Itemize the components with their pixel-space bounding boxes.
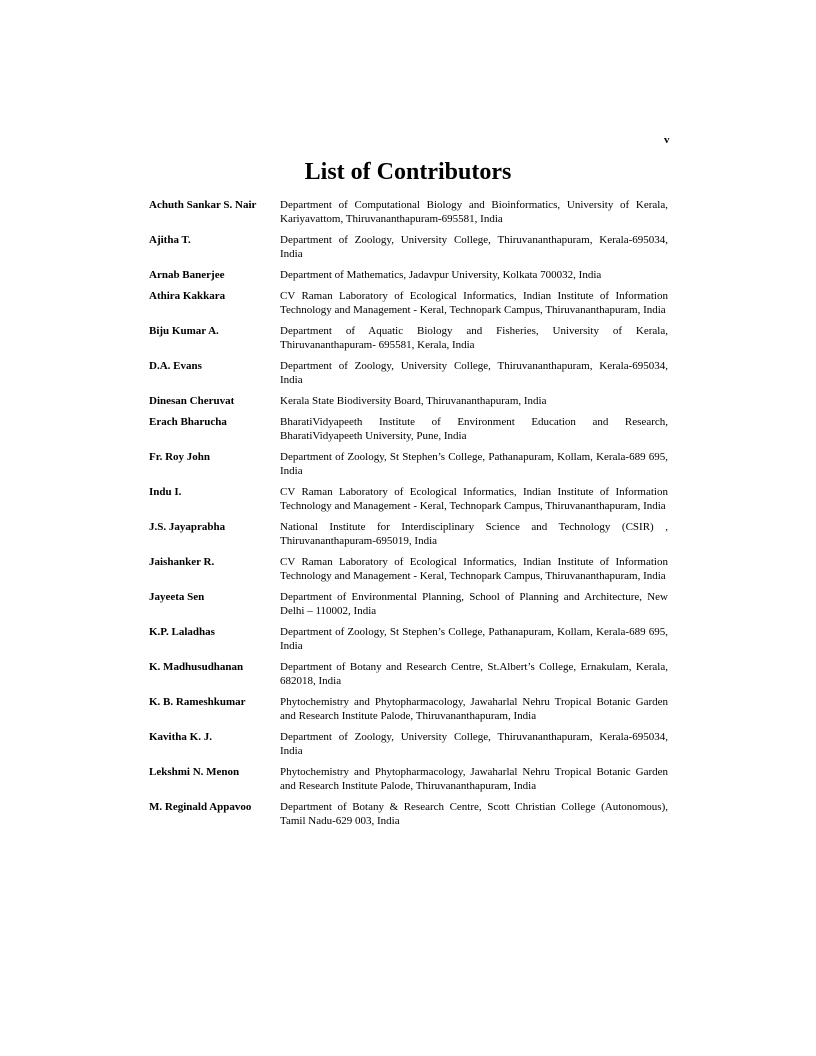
contributor-entry	[149, 324, 668, 352]
contributor-name: Ajitha T.	[149, 234, 191, 246]
contributor-entry	[149, 268, 668, 282]
contributor-affiliation: Department of Zoology, St Stephen’s College, Pathanapuram, Kollam, Kerala-689 695, India	[280, 451, 668, 477]
contributor-entry	[149, 625, 668, 653]
contributor-entry	[149, 800, 668, 828]
contributor-entry	[149, 765, 668, 793]
contributor-affiliation: Department of Aquatic Biology and Fisheries, University of Kerala, Thiruvananthapuram- 695581, Kerala, India	[280, 325, 668, 351]
contributor-name: Jaishanker R.	[149, 556, 215, 568]
contributor-entry	[149, 485, 668, 513]
contributor-entry	[149, 289, 668, 317]
contributor-affiliation: Department of Botany and Research Centre, St.Albert’s College, Ernakulam, Kerala, 682018, India	[280, 661, 668, 687]
contributor-entry	[149, 394, 668, 408]
contributor-name: K. B. Rameshkumar	[149, 696, 246, 708]
contributor-entry	[149, 198, 668, 226]
page-number: v	[664, 134, 670, 146]
contributor-affiliation: CV Raman Laboratory of Ecological Informatics, Indian Institute of Information Technology and Management - Keral, Technopark Campus, Thiruvananthapuram, India	[280, 556, 668, 582]
contributor-affiliation: Department of Botany & Research Centre, Scott Christian College (Autonomous), Tamil Nadu-629 003, India	[280, 801, 668, 827]
contributor-name: Dinesan Cheruvat	[149, 395, 235, 407]
contributor-entry	[149, 660, 668, 688]
contributor-name: K. Madhusudhanan	[149, 661, 244, 673]
contributor-name: Lekshmi N. Menon	[149, 766, 240, 778]
contributor-name: Achuth Sankar S. Nair	[149, 199, 257, 211]
contributor-affiliation: CV Raman Laboratory of Ecological Informatics, Indian Institute of Information Technology and Management - Keral, Technopark Campus, Thiruvananthapuram, India	[280, 486, 668, 512]
contributor-entry	[149, 450, 668, 478]
contributor-affiliation: Department of Mathematics, Jadavpur University, Kolkata 700032, India	[280, 269, 602, 281]
contributor-affiliation: Kerala State Biodiversity Board, Thiruvananthapuram, India	[280, 395, 547, 407]
contributor-affiliation: Department of Computational Biology and Bioinformatics, University of Kerala, Kariyavattom, Thiruvananthapuram-695581, India	[280, 199, 668, 225]
contributor-entry	[149, 359, 668, 387]
contributor-entry	[149, 233, 668, 261]
contributor-name: Jayeeta Sen	[149, 591, 205, 603]
contributor-entry	[149, 730, 668, 758]
contributor-name: Biju Kumar A.	[149, 325, 219, 337]
contributor-name: Kavitha K. J.	[149, 731, 212, 743]
contributor-affiliation: BharatiVidyapeeth Institute of Environment Education and Research, BharatiVidyapeeth University, Pune, India	[280, 416, 668, 442]
contributor-affiliation: National Institute for Interdisciplinary Science and Technology (CSIR) , Thiruvananthapuram-695019, India	[280, 521, 668, 547]
contributor-name: Erach Bharucha	[149, 416, 227, 428]
contributor-name: Indu I.	[149, 486, 182, 498]
contributor-entry	[149, 695, 668, 723]
contributor-entry	[149, 555, 668, 583]
contributor-name: Fr. Roy John	[149, 451, 211, 463]
contributor-affiliation: Phytochemistry and Phytopharmacology, Jawaharlal Nehru Tropical Botanic Garden and Research Institute Palode, Thiruvananthapuram, India	[280, 766, 668, 792]
contributor-entry	[149, 590, 668, 618]
contributor-affiliation: Department of Zoology, University College, Thiruvananthapuram, Kerala-695034, India	[280, 731, 668, 757]
contributor-entry	[149, 520, 668, 548]
contributor-name: Arnab Banerjee	[149, 269, 225, 281]
contributor-name: K.P. Laladhas	[149, 626, 215, 638]
contributor-affiliation: Phytochemistry and Phytopharmacology, Jawaharlal Nehru Tropical Botanic Garden and Research Institute Palode, Thiruvananthapuram, India	[280, 696, 668, 722]
contributor-name: Athira Kakkara	[149, 290, 226, 302]
contributor-affiliation: Department of Zoology, St Stephen’s College, Pathanapuram, Kollam, Kerala-689 695, India	[280, 626, 668, 652]
contributor-affiliation: Department of Zoology, University College, Thiruvananthapuram, Kerala-695034, India	[280, 360, 668, 386]
contributor-entry	[149, 415, 668, 443]
contributor-name: D.A. Evans	[149, 360, 202, 372]
page-title: List of Contributors	[304, 159, 512, 185]
contributor-affiliation: Department of Zoology, University College, Thiruvananthapuram, Kerala-695034, India	[280, 234, 668, 260]
contributor-affiliation: CV Raman Laboratory of Ecological Informatics, Indian Institute of Information Technology and Management - Keral, Technopark Campus, Thiruvananthapuram, India	[280, 290, 668, 316]
contributor-name: J.S. Jayaprabha	[149, 521, 226, 533]
contributor-affiliation: Department of Environmental Planning, School of Planning and Architecture, New Delhi – 110002, India	[280, 591, 668, 617]
contributors-list	[149, 198, 668, 835]
contributor-name: M. Reginald Appavoo	[149, 801, 252, 813]
